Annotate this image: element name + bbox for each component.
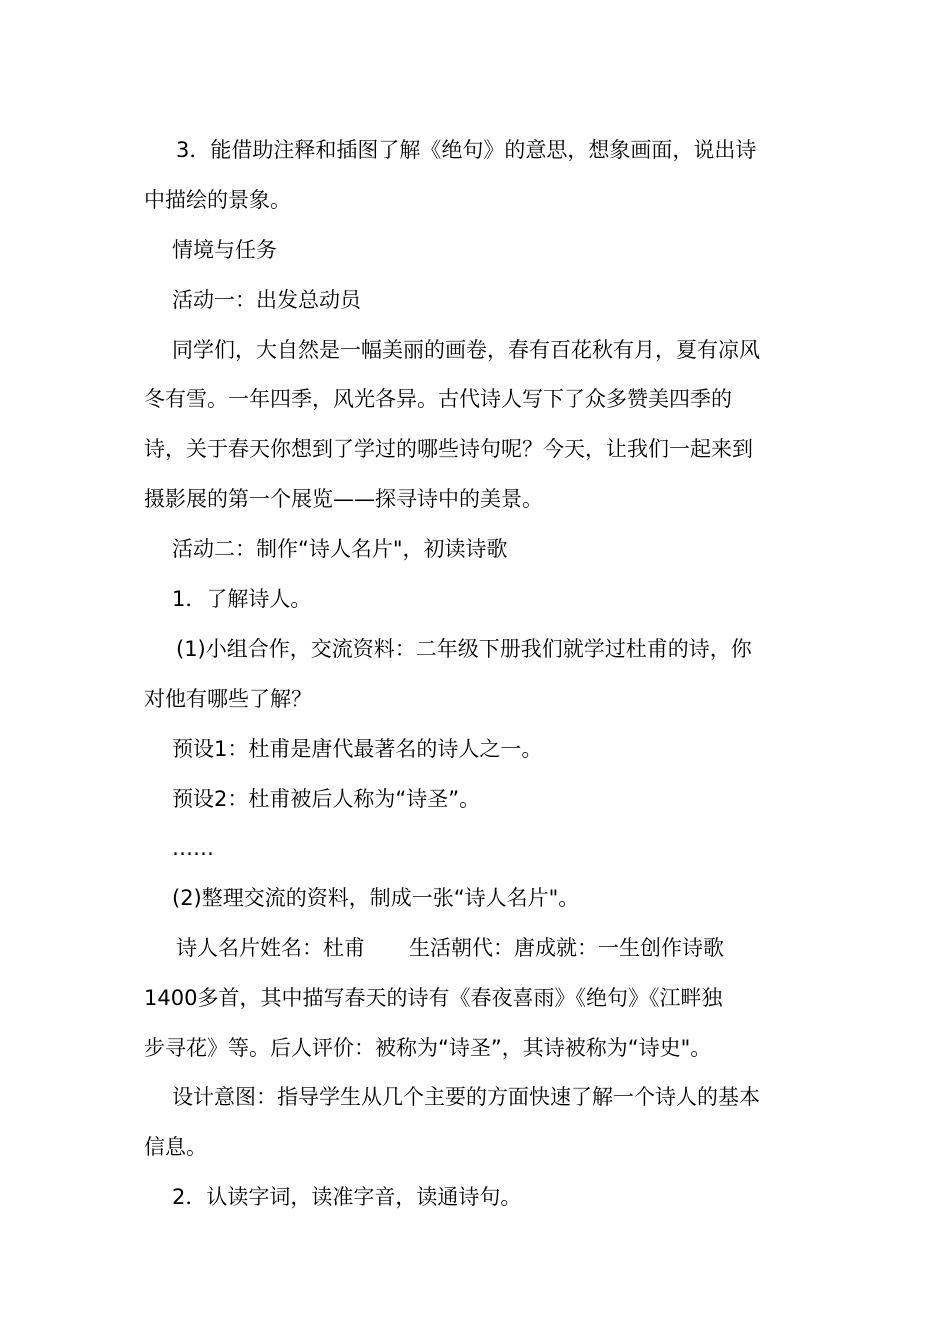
activity-1-heading: 活动一：出发总动员: [172, 288, 361, 312]
preset-1: 预设1：杜甫是唐代最著名的诗人之一。: [172, 737, 543, 761]
preset-2: 预设2：杜甫被后人称为“诗圣”。: [172, 787, 481, 811]
organize-line: (2)整理交流的资料，制成一张“诗人名片"。: [172, 886, 580, 910]
poet-card-line-2: 1400多首，其中描写春天的诗有《春夜喜雨》《绝句》《江畔独: [144, 986, 723, 1010]
design-intent-line-2: 信息。: [144, 1135, 207, 1159]
step-1-heading: 1．了解诗人。: [172, 587, 312, 611]
intro-line-4: 摄影展的第一个展览——探寻诗中的美景。: [144, 487, 543, 511]
step-2-heading: 2．认读字词，读准字音，读通诗句。: [172, 1185, 522, 1209]
goal-3-line-1: 3．能借助注释和插图了解《绝句》的意思，想象画面，说出诗: [176, 138, 757, 162]
group-work-line-1: (1)小组合作，交流资料：二年级下册我们就学过杜甫的诗，你: [176, 637, 752, 661]
poet-card-name: 诗人名片姓名：杜甫: [176, 936, 365, 960]
group-work-line-2: 对他有哪些了解？: [144, 687, 312, 711]
intro-line-3: 诗，关于春天你想到了学过的哪些诗句呢？今天，让我们一起来到: [144, 437, 753, 461]
poet-card-line-1: [176, 933, 724, 963]
goal-3-line-2: 中描绘的景象。: [144, 188, 291, 212]
design-intent-line-1: 设计意图：指导学生从几个主要的方面快速了解一个诗人的基本: [172, 1085, 760, 1109]
activity-2-heading: 活动二：制作“诗人名片"，初读诗歌: [172, 537, 508, 561]
poet-card-dynasty: 生活朝代：唐成就：一生创作诗歌: [409, 936, 724, 960]
intro-line-1: 同学们，大自然是一幅美丽的画卷，春有百花秋有月，夏有凉风: [172, 338, 760, 362]
poet-card-line-3: 步寻花》等。后人评价：被称为“诗圣”，其诗被称为“诗史"。: [144, 1036, 712, 1060]
ellipsis: ……: [172, 836, 214, 860]
section-heading: 情境与任务: [172, 238, 277, 262]
intro-line-2: 冬有雪。一年四季，风光各异。古代诗人写下了众多赞美四季的: [144, 387, 732, 411]
